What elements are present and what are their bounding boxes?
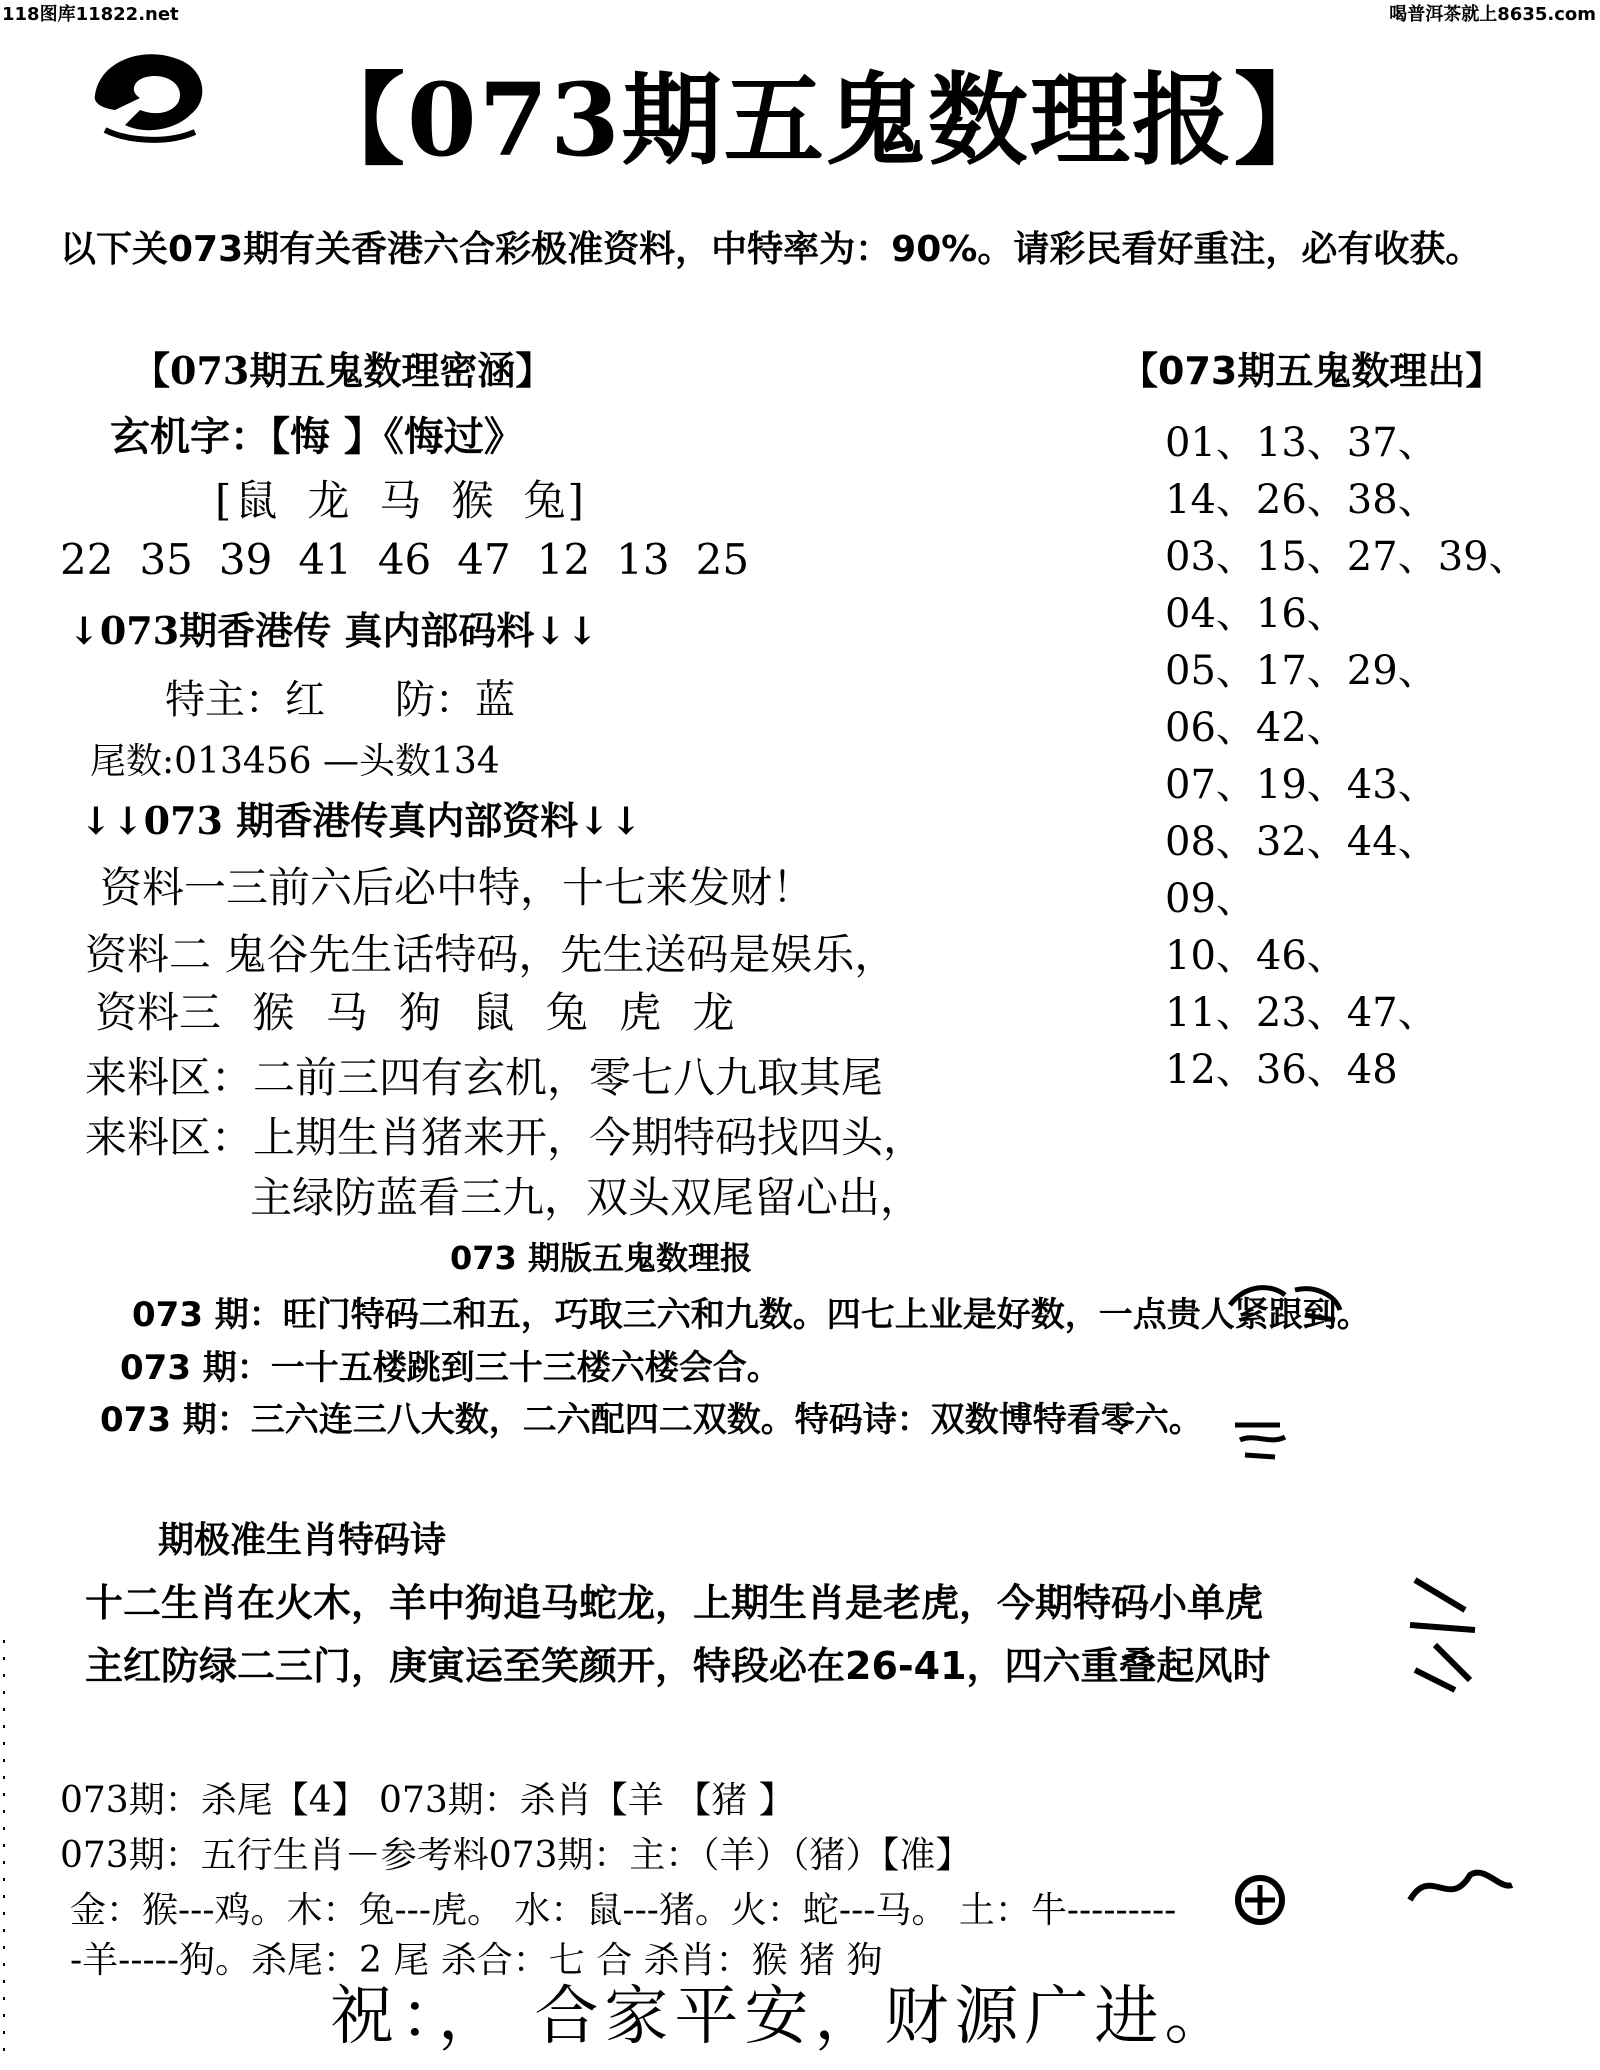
number-item: 46 <box>377 535 432 584</box>
number-item: 35 <box>139 535 193 584</box>
special-main-color: 特主：红 <box>165 677 325 723</box>
zodiac-item: 猴 <box>451 476 494 525</box>
poem-title: 期极准生肖特码诗 <box>158 1520 447 1561</box>
number-item: 22 <box>60 535 114 584</box>
zodiac-item: 兔 <box>523 476 566 525</box>
output-row: 11、23、47、 <box>1165 990 1438 1036</box>
middle-subtitle: 073 期版五鬼数理报 <box>450 1239 752 1277</box>
data-three: 资料三 猴 马 狗 鼠 兔 虎 龙 <box>95 988 735 1037</box>
output-row: 07、19、43、 <box>1165 762 1438 808</box>
logo-emblem-icon <box>85 40 215 150</box>
zodiac-item: 龙 <box>307 476 350 525</box>
bottom-kill-line: 073期：杀尾【4】 073期：杀肖【羊 【猪 】 <box>60 1780 795 1821</box>
number-list <box>60 535 775 584</box>
output-row: 01、13、37、 <box>1165 420 1438 466</box>
output-number-rows <box>1165 415 1529 1099</box>
scan-edge-dots <box>0 1640 8 2060</box>
incoming-area-one: 来料区：二前三四有玄机，零七八九取其尾 <box>85 1053 884 1102</box>
secret-section-title: 【073期五鬼数理密涵】 <box>132 348 554 393</box>
output-row: 06、42、 <box>1165 705 1347 751</box>
middle-line-one: 073 期：旺门特码二和五，巧取三六和九数。四七上业是好数，一点贵人紧跟到。 <box>132 1295 1371 1335</box>
output-section-title: 【073期五鬼数理出】 <box>1120 349 1504 393</box>
zodiac-open-bracket: [ <box>215 476 232 525</box>
site-watermark-right: 喝普洱茶就上8635.com <box>1389 4 1596 25</box>
incoming-area-three: 主绿防蓝看三九，双头双尾留心出， <box>250 1173 923 1222</box>
zodiac-list <box>215 468 614 528</box>
data-one: 资料一三前六后必中特，十七来发财！ <box>100 863 815 912</box>
tail-head-numbers: 尾数:013456 —头数134 <box>90 741 500 782</box>
incoming-area-two: 来料区：上期生肖猪来开，今期特码找四头， <box>85 1113 926 1162</box>
scan-blot-icon <box>1225 1865 1295 1935</box>
blessing-text: 祝：， 合家平安，财源广进。 <box>330 1980 1235 2054</box>
scan-blot-icon <box>1225 1275 1345 1335</box>
zodiac-item: 马 <box>379 476 422 525</box>
output-row: 09、 <box>1165 876 1256 922</box>
middle-line-two: 073 期：一十五楼跳到三十三楼六楼会合。 <box>120 1348 781 1388</box>
output-row: 03、15、27、39、 <box>1165 534 1529 580</box>
middle-line-three: 073 期：三六连三八大数，二六配四二双数。特码诗：双数博特看零六。 <box>100 1400 1203 1440</box>
scan-blot-icon <box>1230 1415 1290 1465</box>
bottom-five-elements-line: 073期：五行生肖－参考料073期：主：（羊）（猪）【准】 <box>60 1835 972 1876</box>
output-row: 12、36、48 <box>1165 1047 1398 1093</box>
number-item: 25 <box>695 535 750 584</box>
hk-fax-code-heading: ↓073期香港传 真内部码料↓↓ <box>68 608 599 653</box>
number-item: 41 <box>298 535 352 584</box>
scan-blot-icon <box>1400 1860 1520 1920</box>
output-row: 10、46、 <box>1165 933 1347 979</box>
hk-fax-data-heading: ↓↓073 期香港传真内部资料↓↓ <box>80 798 642 843</box>
number-item: 12 <box>536 535 591 584</box>
bottom-elements-detail: 金：猴---鸡。木：兔---虎。 水：鼠---猪。火：蛇---马。 土：牛--------- <box>70 1890 1177 1931</box>
site-watermark-left: 118图库11822.net <box>2 4 179 25</box>
bottom-kill-summary: -羊-----狗。杀尾：2 尾 杀合：七 合 杀肖：猴 猪 狗 <box>70 1940 883 1981</box>
poem-line-one: 十二生肖在火木，羊中狗追马蛇龙，上期生肖是老虎，今期特码小单虎 <box>85 1581 1264 1625</box>
scan-blot-icon <box>1395 1570 1485 1700</box>
page-title: 【073期五鬼数理报】 <box>305 61 1336 179</box>
output-row: 14、26、38、 <box>1165 477 1438 523</box>
output-row: 04、16、 <box>1165 591 1347 637</box>
output-row: 05、17、29、 <box>1165 648 1438 694</box>
intro-text: 以下关073期有关香港六合彩极准资料，中特率为：90%。请彩民看好重注，必有收获。 <box>60 229 1482 270</box>
number-item: 39 <box>218 535 273 584</box>
number-item: 13 <box>616 535 670 584</box>
zodiac-close-bracket: ] <box>567 476 584 525</box>
number-item: 47 <box>457 535 511 584</box>
zodiac-item: 鼠 <box>235 476 278 525</box>
defend-color: 防：蓝 <box>395 677 515 723</box>
data-two: 资料二 鬼谷先生话特码，先生送码是娱乐， <box>85 930 897 979</box>
xuanji-line: 玄机字：【悔 】《悔过》 <box>110 413 524 460</box>
poem-line-two: 主红防绿二三门，庚寅运至笑颜开，特段必在26-41，四六重叠起风时 <box>85 1644 1271 1688</box>
output-row: 08、32、44、 <box>1165 819 1438 865</box>
